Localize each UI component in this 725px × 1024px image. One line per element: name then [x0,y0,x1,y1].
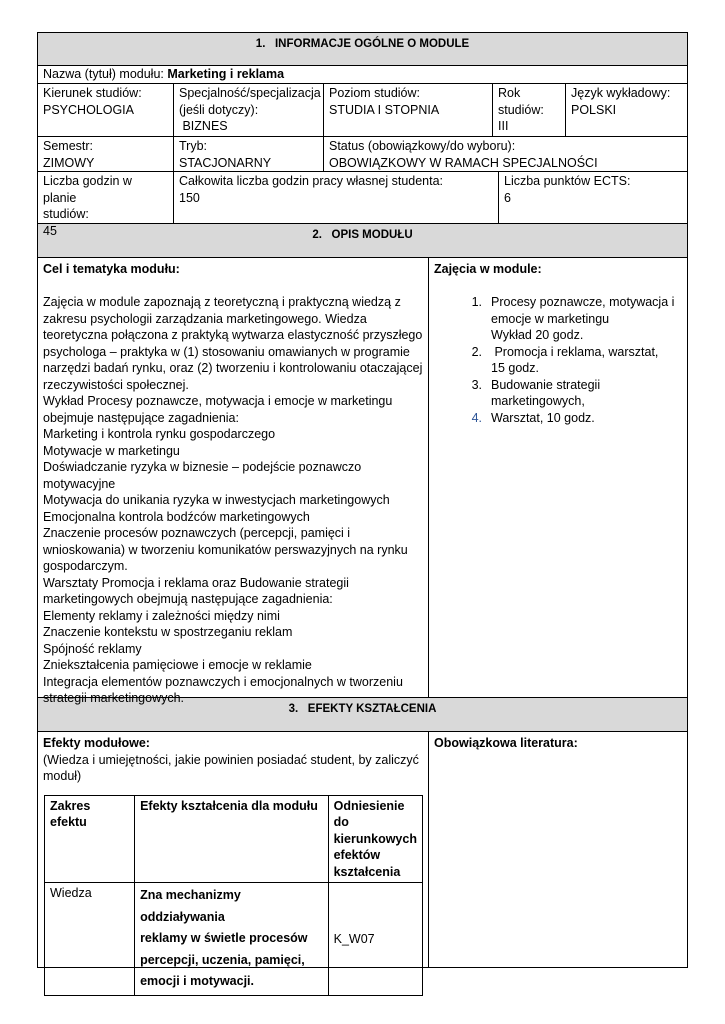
section-1-title: 1. INFORMACJE OGÓLNE O MODULE [255,38,470,50]
section-3-title: 3. EFEKTY KSZTAŁCENIA [288,703,437,715]
goal-line: zakresu psychologii zarządzania marketingowego. Wiedza [43,311,367,326]
mode-cell [174,137,324,171]
goal-line: Wykład Procesy poznawcze, motywacja i emocje w marketingu [43,394,393,408]
description-row [37,258,688,705]
list-item-line: 15 godz. [491,361,539,375]
goal-line: Elementy reklamy i zależności między nimi [43,608,280,623]
language-cell [566,84,687,136]
list-item-number: 2. [471,344,482,359]
mode-label: Tryb: [179,139,208,153]
semester-cell [38,137,174,171]
module-name-label: Nazwa (tytuł) modułu: [43,67,168,81]
work-cell [174,172,499,223]
spec-value: BIZNES [179,119,228,133]
goal-line: Doświadczanie ryzyka w biznesie – podejście poznawczo [43,460,362,474]
outcomes-title: Efekty modułowe: [43,736,150,750]
goal-line: Motywacje w marketingu [43,443,180,458]
goal-line: gospodarczym. [43,559,128,573]
goal-title: Cel i tematyka modułu: [43,262,180,276]
col-scope-header [45,795,135,883]
goal-line: Zajęcia w module zapoznają z teoretyczną i praktyczną wiedzą z [43,295,401,309]
goal-line: strategii marketingowych. [43,691,185,705]
language-label: Język wykładowy: [571,86,671,100]
table-row [45,883,423,996]
status-cell [324,137,687,171]
literature-title: Obowiązkowa literatura: [434,736,578,750]
list-item-line: Warsztat, 10 godz. [491,410,595,425]
goal-line: teoretyczna połączona z praktyką wytwarza elastyczność przyszłego [43,328,423,342]
semester-row [37,137,688,172]
year-cell [493,84,566,136]
spec-label-2: (jeśli dotyczy): [179,102,259,117]
list-item-text [491,344,658,377]
outcomes-table [44,795,423,996]
col-reference-header [328,795,422,883]
col-scope-header-line-1: Zakres [50,798,91,813]
goal-line: rzeczywistości społecznej. [43,377,189,392]
module-name-value: Marketing i reklama [167,67,285,81]
work-value: 150 [179,190,200,205]
level-cell [324,84,493,136]
list-item-text [491,294,674,344]
hours-cell [38,172,174,238]
goal-line: Marketing i kontrola rynku gospodarczego [43,427,276,441]
hours-label-2: studiów: [43,207,89,221]
outcomes-table-header [45,795,423,883]
goal-line: Spójność reklamy [43,641,142,656]
row-scope: Wiedza [45,883,135,996]
col-ref-header-line-2: do [333,815,349,829]
list-item [456,377,682,410]
ects-cell [499,172,687,223]
level-label: Poziom studiów: [329,86,421,100]
level-value: STUDIA I STOPNIA [329,102,440,117]
hours-label-1: Liczba godzin w planie [43,174,132,205]
section-3-header [37,698,688,732]
goal-line: marketingowych obejmują następujące zagadnienia: [43,592,333,606]
col-ref-header-line-4: efektów [333,848,381,862]
module-card [37,32,688,988]
list-item-number: 3. [471,377,482,392]
row-reference: K_W07 [328,883,422,996]
list-item-line: marketingowych, [491,394,585,408]
work-label: Całkowita liczba godzin pracy własnej studenta: [179,174,444,188]
list-item [456,294,682,344]
col-ref-header-line-3: kierunkowych [333,831,417,846]
row-effect-line-2: reklamy w świetle procesów [140,931,308,945]
language-value: POLSKI [571,102,617,117]
col-ref-header-line-1: Odniesienie [333,798,405,813]
list-item [456,410,682,427]
row-effect-line-1: Zna mechanizmy oddziaływania [140,888,241,924]
semester-label: Semestr: [43,139,94,153]
goal-line: narzędzi badań rynku, oraz (2) tworzeniu i kontrolowaniu otaczającej [43,361,423,375]
classes-cell [429,258,687,697]
outcomes-subtitle-2: moduł) [43,769,82,783]
list-item-text [491,410,595,427]
mode-value: STACJONARNY [179,155,272,170]
section-1-header [37,32,688,66]
goal-line: Integracja elementów poznawczych i emocjonalnych w tworzeniu [43,674,403,689]
ects-value: 6 [504,190,511,205]
list-item-number: 1. [471,295,482,309]
goal-line: Emocjonalna kontrola bodźców marketingowych [43,509,310,524]
field-value: PSYCHOLOGIA [43,102,134,117]
outcomes-subtitle-1: (Wiedza i umiejętności, jakie powinien posiadać student, by zaliczyć [43,752,419,767]
list-item-line: Promocja i reklama, warsztat, [491,344,659,359]
section-2-title: 2. OPIS MODUŁU [312,229,413,241]
field-cell [38,84,174,136]
classes-title: Zajęcia w module: [434,262,542,276]
list-item-line: Procesy poznawcze, motywacja i [491,295,675,309]
hours-value: 45 [43,223,57,238]
year-label-2: studiów: [498,102,544,117]
module-name-row [37,66,688,84]
list-item [456,344,682,377]
year-value: III [498,119,509,133]
semester-value: ZIMOWY [43,155,95,170]
goal-line: Warsztaty Promocja i reklama oraz Budowanie strategii [43,575,349,590]
goal-line: wnioskowania) w tworzeniu komunikatów perswazyjnych na rynku [43,542,408,557]
row-effect-line-4: emocji i motywacji. [140,974,254,988]
status-label: Status (obowiązkowy/do wyboru): [329,139,516,153]
goal-line: Motywacja do unikania ryzyka w inwestycjach marketingowych [43,493,390,507]
list-item-number: 4. [471,410,482,425]
classes-list [434,294,682,426]
spec-label-1: Specjalność/specjalizacja [179,86,321,100]
field-label: Kierunek studiów: [43,86,142,100]
goal-line: Znaczenie kontekstu w spostrzeganiu reklam [43,625,293,639]
literature-cell [429,732,687,967]
goal-line: psychologa – praktyka w (1) stosowaniu omawianych w programie [43,344,410,359]
status-value: OBOWIĄZKOWY W RAMACH SPECJALNOŚCI [329,155,598,170]
col-scope-header-line-2: efektu [50,815,87,829]
list-item-line: emocje w marketingu [491,311,610,326]
goal-line: motywacyjne [43,476,116,491]
list-item-line: Wykład 20 godz. [491,328,584,342]
goal-line: Zniekształcenia pamięciowe i emocje w reklamie [43,658,312,672]
row-effect [135,883,329,996]
outcomes-row [37,732,688,988]
list-item-line: Budowanie strategii [491,377,601,392]
specialization-cell [174,84,324,136]
list-item-text [491,377,600,410]
col-ref-header-line-5: kształcenia [333,864,401,879]
section-2-header [37,224,688,258]
outcomes-cell [38,732,429,988]
goal-text [43,294,423,707]
ects-label: Liczba punktów ECTS: [504,174,631,188]
col-effect-header: Efekty kształcenia dla modułu [135,795,329,883]
row-effect-line-3: percepcji, uczenia, pamięci, [140,952,305,967]
goal-line: obejmuje następujące zagadnienia: [43,410,239,425]
year-label-1: Rok [498,86,521,100]
goal-line: Znaczenie procesów poznawczych (percepcji, pamięci i [43,526,351,540]
study-info-row [37,84,688,137]
goal-cell [38,258,429,705]
